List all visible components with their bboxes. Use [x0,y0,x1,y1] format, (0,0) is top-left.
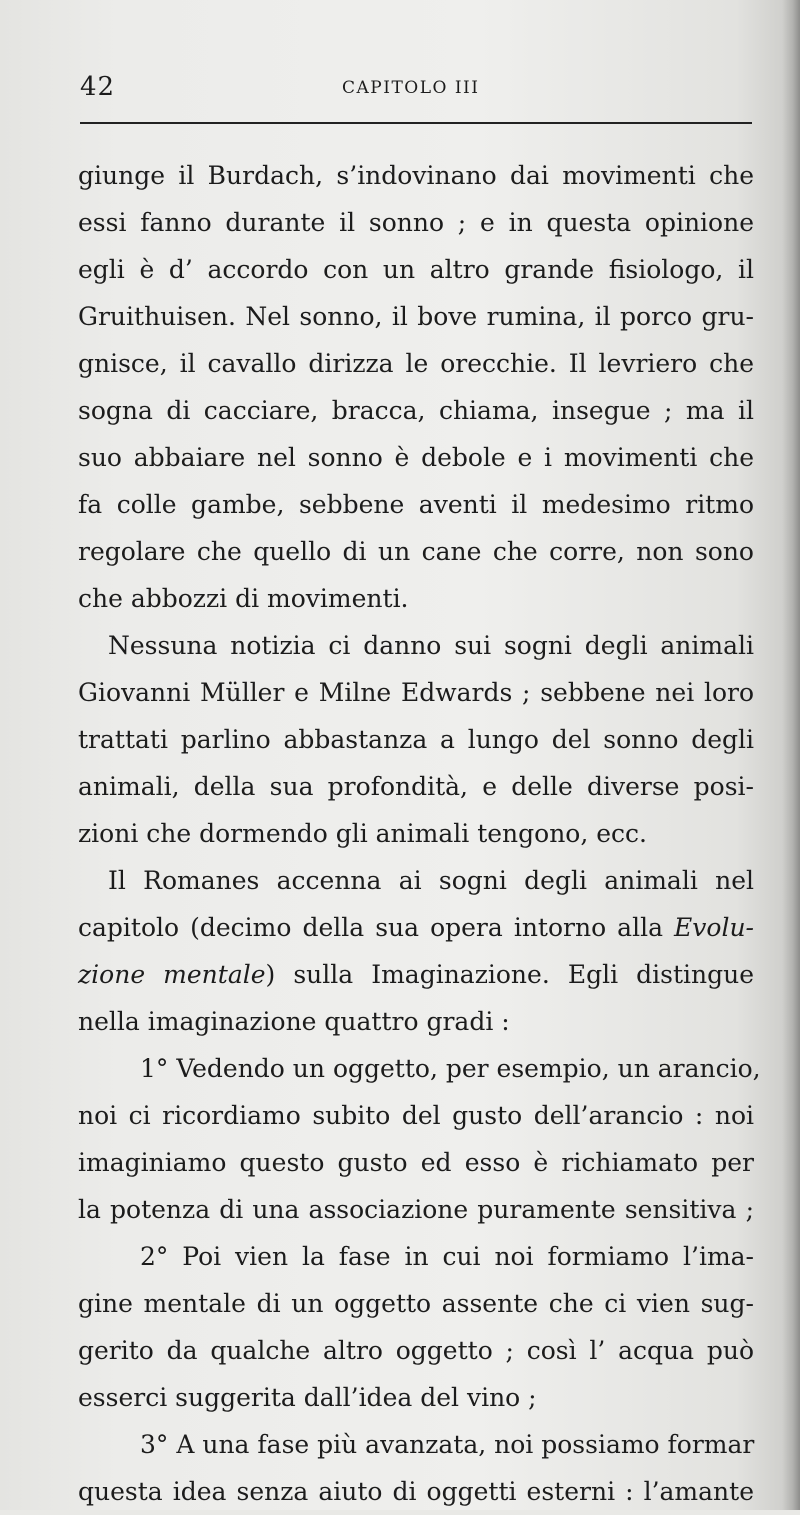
text-line: animali, della sua profondità, e delle diverse posi- [78,772,754,801]
text-line: giunge il Burdach, s’indovinano dai movimenti che [78,161,754,190]
page-edge-shadow [782,0,800,1510]
text-line [78,951,754,998]
header-rule [80,122,752,124]
text-line: Gruithuisen. Nel sonno, il bove rumina, il porco gru- [78,302,754,331]
page-header [80,68,752,108]
numbered-item-first-line: 2° Poi vien la fase in cui noi formiamo l’ima- [140,1242,754,1271]
running-head: CAPITOLO III [342,78,480,98]
text-line: gerito da qualche altro oggetto ; così l’ acqua può [78,1336,754,1365]
numbered-item-first-line: 3° A una fase più avanzata, noi possiamo formar [140,1430,755,1459]
text-line: noi ci ricordiamo subito del gusto dell’arancio : noi [78,1101,754,1130]
text-line: nella imaginazione quattro gradi : [78,1007,510,1036]
text-line: trattati parlino abbastanza a lungo del sonno degli [78,725,754,754]
text-segment: capitolo (decimo della sua opera intorno alla [78,913,675,942]
text-line: suo abbaiare nel sonno è debole e i movimenti che [78,443,754,472]
text-line: fa colle gambe, sebbene aventi il medesimo ritmo [78,490,754,519]
text-line: zioni che dormendo gli animali tengono, ecc. [78,819,647,848]
text-line: che abbozzi di movimenti. [78,584,409,613]
text-line: Giovanni Müller e Milne Edwards ; sebbene nei loro [78,678,754,707]
italic-title: zione mentale [78,960,266,989]
text-line: la potenza di una associazione puramente sensitiva ; [78,1195,754,1224]
italic-title: Evolu- [674,913,754,942]
text-line: gnisce, il cavallo dirizza le orecchie. Il levriero che [78,349,754,378]
page-number: 42 [80,72,116,102]
text-line: esserci suggerita dall’idea del vino ; [78,1383,537,1412]
text-line: regolare che quello di un cane che corre, non sono [78,537,754,566]
text-segment: ) sulla Imaginazione. Egli distingue [265,960,754,989]
text-line: egli è d’ accordo con un altro grande fisiologo, il [78,255,754,284]
text-line [78,904,754,951]
text-line: questa idea senza aiuto di oggetti esterni : l’amante [78,1477,754,1506]
text-line: gine mentale di un oggetto assente che ci vien sug- [78,1289,754,1318]
text-line: sogna di cacciare, bracca, chiama, insegue ; ma il [78,396,754,425]
paragraph-first-line: Il Romanes accenna ai sogni degli animali nel [108,866,754,895]
body-text [78,152,761,1515]
paragraph-first-line: Nessuna notizia ci danno sui sogni degli animali [108,631,754,660]
numbered-item-first-line: 1° Vedendo un oggetto, per esempio, un arancio, [140,1054,761,1083]
text-line: essi fanno durante il sonno ; e in questa opinione [78,208,754,237]
text-line: imaginiamo questo gusto ed esso è richiamato per [78,1148,754,1177]
